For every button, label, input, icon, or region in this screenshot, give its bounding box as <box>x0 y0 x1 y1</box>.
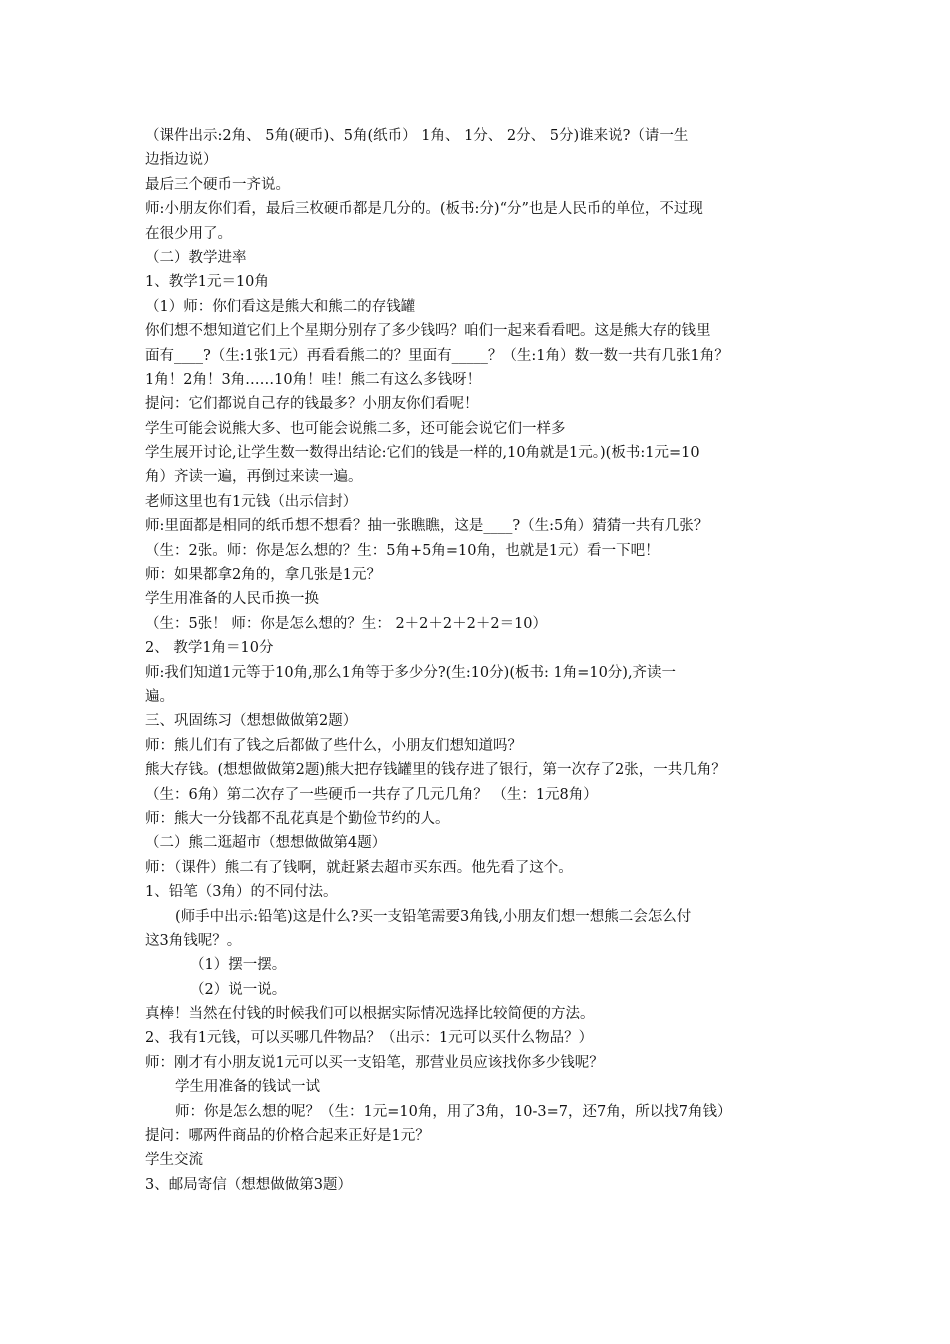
text-line: 最后三个硬币一齐说。 <box>145 176 290 193</box>
text-line: 老师这里也有1元钱（出示信封） <box>145 493 358 510</box>
text-line: 提问：它们都说自己存的钱最多？小朋友你们看呢！ <box>145 396 479 413</box>
text-line: 学生可能会说熊大多、也可能会说熊二多，还可能会说它们一样多 <box>145 420 566 437</box>
text-line: 师：熊大一分钱都不乱花真是个勤俭节约的人。 <box>145 810 450 827</box>
text-line: 提问：哪两件商品的价格合起来正好是1元？ <box>145 1128 430 1145</box>
text-line: 面有____?（生:1张1元）再看看熊二的？里面有_____？（生:1角）数一数一共有几张1角？ <box>145 347 729 364</box>
subsection-heading: 1、铅笔（3角）的不同付法。 <box>145 884 338 901</box>
section-heading: （二）熊二逛超市（想想做做第4题） <box>145 835 387 852</box>
text-line: 师:里面都是相同的纸币想不想看？抽一张瞧瞧，这是____?（生:5角）猜猜一共有几张？ <box>145 518 709 535</box>
text-line: 你们想不想知道它们上个星期分别存了多少钱吗？咱们一起来看看吧。这是熊大存的钱里 <box>145 323 711 340</box>
text-line: 角）齐读一遍，再倒过来读一遍。 <box>145 469 363 486</box>
text-line: 师：你是怎么想的呢？（生：1元=10角，用了3角，10-3=7，还7角，所以找7角钱） <box>175 1103 732 1120</box>
text-line: 1角！2角！3角……10角！哇！熊二有这么多钱呀！ <box>145 371 482 388</box>
text-line: 师：刚才有小朋友说1元可以买一支铅笔，那营业员应该找你多少钱呢？ <box>145 1054 604 1071</box>
subsection-heading: 1、教学1元＝10角 <box>145 274 269 291</box>
text-line: 熊大存钱。(想想做做第2题)熊大把存钱罐里的钱存进了银行，第一次存了2张，一共几角？ <box>145 762 726 779</box>
section-heading: 三、巩固练习（想想做做第2题） <box>145 713 358 730</box>
text-line: (师手中出示:铅笔)这是什么?买一支铅笔需要3角钱,小朋友们想一想熊二会怎么付 <box>175 908 692 925</box>
text-line: （生：2张。师：你是怎么想的？生：5角+5角=10角，也就是1元）看一下吧！ <box>145 542 660 559</box>
text-line: 这3角钱呢？。 <box>145 932 242 949</box>
text-line: （生：6角）第二次存了一些硬币一共存了几元几角？ （生：1元8角） <box>145 786 598 803</box>
text-line: 师：如果都拿2角的，拿几张是1元？ <box>145 567 381 584</box>
text-line: 师：熊儿们有了钱之后都做了些什么，小朋友们想知道吗？ <box>145 737 522 754</box>
text-line: 学生交流 <box>145 1152 203 1169</box>
text-line: 学生用准备的钱试一试 <box>175 1079 320 1096</box>
text-line: （课件出示:2角、 5角(硬币)、5角(纸币） 1角、 1分、 2分、 5分)谁来说?（请一生 <box>145 128 689 144</box>
text-line: （2）说一说。 <box>190 981 287 998</box>
text-line: （生：5张！ 师：你是怎么想的？生： 2＋2＋2＋2＋2＝10） <box>145 615 548 632</box>
subsection-heading: 3、邮局寄信（想想做做第3题） <box>145 1176 352 1193</box>
text-line: 真棒！当然在付钱的时候我们可以根据实际情况选择比较简便的方法。 <box>145 1006 595 1023</box>
text-line: 边指边说） <box>145 152 218 169</box>
text-line: 在很少用了。 <box>145 225 232 242</box>
text-line: 师:我们知道1元等于10角,那么1角等于多少分?(生:10分)(板书: 1角=10分),齐读一 <box>145 664 677 681</box>
lesson-plan-text <box>145 124 810 1197</box>
section-heading: （二）教学进率 <box>145 249 247 266</box>
text-line: 遍。 <box>145 688 174 705</box>
subsection-heading: 2、我有1元钱，可以买哪几件物品？（出示：1元可以买什么物品？） <box>145 1030 594 1047</box>
text-line: （1）摆一摆。 <box>190 957 287 974</box>
text-line: 学生用准备的人民币换一换 <box>145 591 319 608</box>
text-line: （1）师：你们看这是熊大和熊二的存钱罐 <box>145 298 416 315</box>
text-line: 学生展开讨论,让学生数一数得出结论:它们的钱是一样的,10角就是1元。)(板书:1元=10 <box>145 445 700 462</box>
text-line: 师:小朋友你们看，最后三枚硬币都是几分的。(板书:分)“分”也是人民币的单位，不过现 <box>145 201 703 218</box>
subsection-heading: 2、 教学1角＝10分 <box>145 640 274 657</box>
text-line: 师：（课件）熊二有了钱啊，就赶紧去超市买东西。他先看了这个。 <box>145 859 573 876</box>
